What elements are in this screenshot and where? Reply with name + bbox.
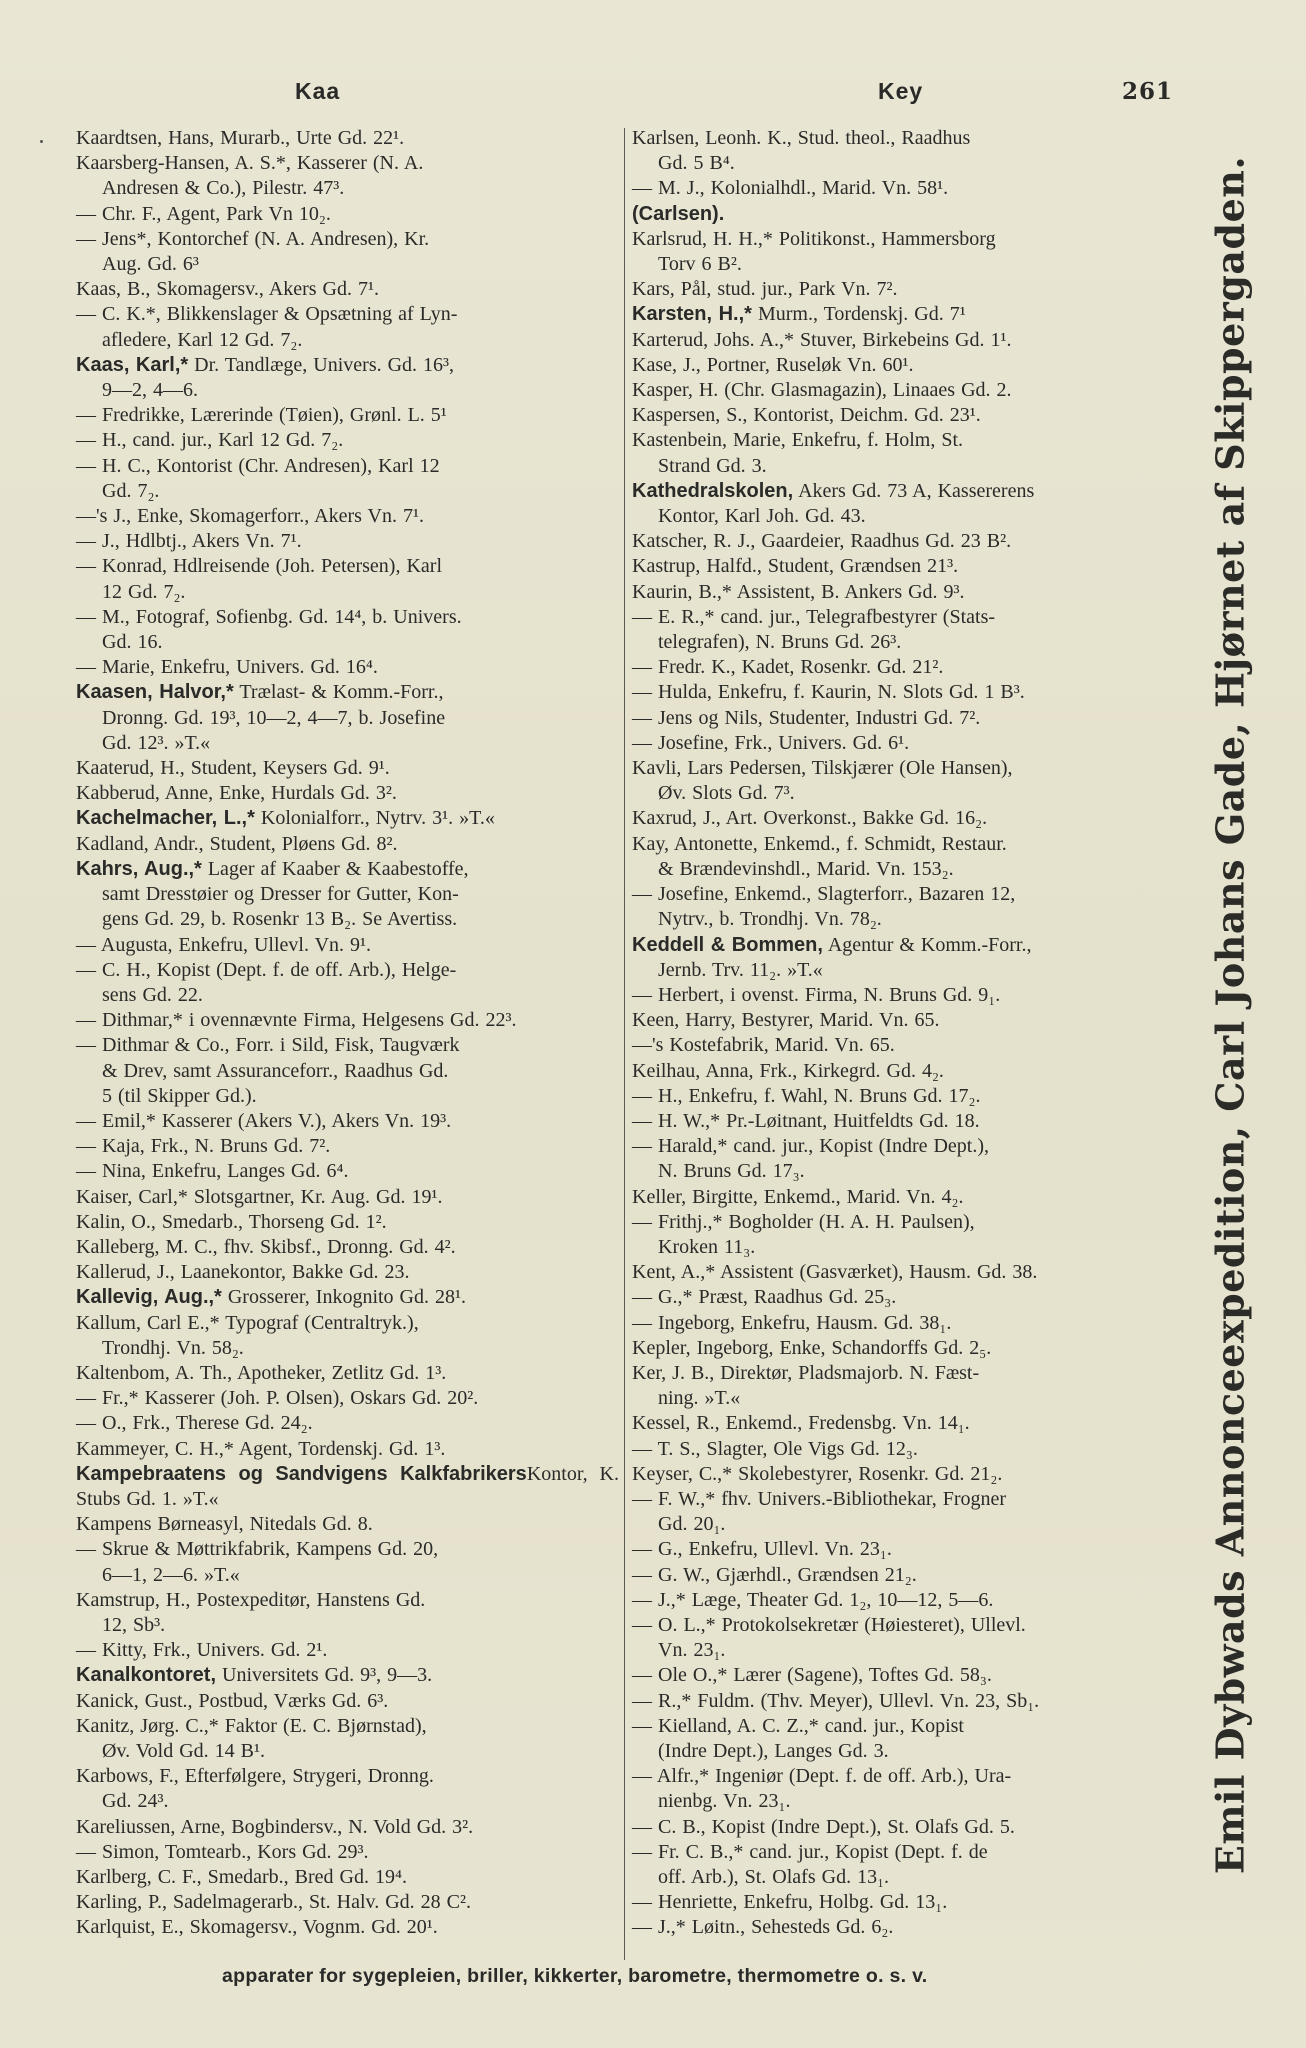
entry-text: — T. S., Slagter, Ole Vigs Gd. 12₃. [632, 1437, 918, 1460]
entry-text: — Dithmar,* i ovennævnte Firma, Helgesens Gd. 22³. [76, 1009, 517, 1032]
entry-text: — Kielland, A. C. Z.,* cand. jur., Kopist [632, 1714, 964, 1737]
directory-entry [632, 1361, 1180, 1411]
entry-continuation: Gd. 5 B⁴. [658, 152, 735, 175]
directory-entry [76, 1033, 619, 1109]
directory-entry [632, 227, 1180, 277]
entry-text: Kasper, H. (Chr. Glasmagazin), Linaaes Gd. 2. [632, 379, 1012, 402]
directory-entry [76, 1210, 619, 1235]
entry-name-bold: Kachelmacher, L.,* [76, 807, 255, 830]
entry-text: Trælast- & Komm.-Forr., [233, 681, 444, 704]
entry-name-bold: Kampebraatens og Sandvigens Kalkfabrikers [76, 1462, 527, 1485]
directory-entry [632, 731, 1180, 756]
directory-entry [632, 277, 1180, 302]
entry-text: — G.,* Præst, Raadhus Gd. 25₃. [632, 1286, 897, 1309]
print-speck [40, 140, 43, 143]
entry-continuation: Strand Gd. 3. [658, 454, 767, 477]
directory-entry [76, 1311, 619, 1361]
entry-text: Kaas, B., Skomagersv., Akers Gd. 7¹. [76, 278, 379, 301]
entry-continuation: afledere, Karl 12 Gd. 7₂. [102, 328, 303, 351]
directory-entry [76, 1462, 619, 1512]
entry-text: Universitets Gd. 9³, 9—3. [216, 1664, 433, 1687]
entry-continuation: Torv 6 B². [658, 253, 742, 276]
directory-entry [632, 202, 1180, 227]
directory-entry [632, 1210, 1180, 1260]
directory-entry [632, 806, 1180, 831]
entry-text: — R.,* Fuldm. (Thv. Meyer), Ullevl. Vn. 23, Sb₁. [632, 1689, 1040, 1712]
entry-continuation: Andresen & Co.), Pilestr. 47³. [102, 177, 345, 200]
entry-text: — Skrue & Møttrikfabrik, Kampens Gd. 20, [76, 1538, 439, 1561]
entry-text: — C. B., Kopist (Indre Dept.), St. Olafs Gd. 5. [632, 1815, 1015, 1838]
entry-text: Akers Gd. 73 A, Kassererens [793, 479, 1035, 502]
entry-continuation: & Drev, samt Assuranceforr., Raadhus Gd. [102, 1059, 449, 1082]
entry-continuation: Gd. 20₁. [658, 1513, 726, 1536]
entry-text: — Alfr.,* Ingeniør (Dept. f. de off. Arb.), Ura- [632, 1765, 1012, 1788]
entry-text: — H. W.,* Pr.-Løitnant, Huitfeldts Gd. 18. [632, 1109, 980, 1132]
entry-text: Kallerud, J., Laanekontor, Bakke Gd. 23. [76, 1261, 410, 1284]
entry-text: — F. W.,* fhv. Univers.-Bibliothekar, Frogner [632, 1487, 1007, 1510]
entry-continuation: N. Bruns Gd. 17₃. [658, 1160, 805, 1183]
entry-continuation: 6—1, 2—6. »T.« [102, 1563, 240, 1586]
entry-text: — Kitty, Frk., Univers. Gd. 2¹. [76, 1639, 328, 1662]
entry-text: Kontor, K. Stubs Gd. 1. »T.« [76, 1462, 619, 1510]
entry-text: — Jens*, Kontorchef (N. A. Andresen), Kr. [76, 227, 430, 250]
directory-entry [632, 1185, 1180, 1210]
directory-entry [76, 353, 619, 403]
entry-text: — G., Enkefru, Ullevl. Vn. 23₁. [632, 1538, 892, 1561]
directory-entry [632, 706, 1180, 731]
entry-text: Katscher, R. J., Gaardeier, Raadhus Gd. 23 B². [632, 530, 1012, 553]
directory-entry [76, 1411, 619, 1436]
entry-text: — Frithj.,* Bogholder (H. A. H. Paulsen), [632, 1210, 975, 1233]
entry-text: Kampens Børneasyl, Nitedals Gd. 8. [76, 1513, 373, 1536]
directory-entry [632, 655, 1180, 680]
entry-text: Lager af Kaaber & Kaabestoffe, [201, 857, 469, 880]
entry-text: Kay, Antonette, Enkemd., f. Schmidt, Restaur. [632, 832, 1007, 855]
directory-entry [632, 1411, 1180, 1436]
directory-entry [632, 680, 1180, 705]
directory-entry [76, 302, 619, 352]
entry-text: Kaardtsen, Hans, Murarb., Urte Gd. 22¹. [76, 127, 405, 149]
entry-name-bold: (Carlsen). [632, 202, 725, 225]
entry-text: — Simon, Tomtearb., Kors Gd. 29³. [76, 1840, 369, 1863]
entry-text: Kepler, Ingeborg, Enke, Schandorffs Gd. 2₅. [632, 1336, 992, 1359]
entry-continuation: off. Arb.), St. Olafs Gd. 13₁. [658, 1866, 890, 1889]
entry-name-bold: Kallevig, Aug.,* [76, 1286, 222, 1309]
entry-continuation: Trondhj. Vn. 58₂. [102, 1336, 244, 1359]
side-advertisement: Emil Dybwads Annonceexpedition, Carl Johans Gade, Hjørnet af Skippergaden. [1207, 155, 1253, 1875]
directory-entry [632, 428, 1180, 478]
entry-text: Kalin, O., Smedarb., Thorseng Gd. 1². [76, 1210, 387, 1233]
entry-text: — G. W., Gjærhdl., Grændsen 21₂. [632, 1563, 917, 1586]
entry-text: — Ole O.,* Lærer (Sagene), Toftes Gd. 58₃. [632, 1664, 992, 1687]
entry-text: — J.,* Læge, Theater Gd. 1₂, 10—12, 5—6. [632, 1588, 994, 1611]
directory-entry [76, 1865, 619, 1890]
entry-text: Kase, J., Portner, Ruseløk Vn. 60¹. [632, 353, 914, 376]
entry-name-bold: Karsten, H.,* [632, 303, 752, 326]
entry-text: Kaurin, B.,* Assistent, B. Ankers Gd. 9³. [632, 580, 965, 603]
directory-entry [632, 1689, 1180, 1714]
entry-continuation: 5 (til Skipper Gd.). [102, 1084, 257, 1107]
entry-continuation: 12 Gd. 7₂. [102, 580, 186, 603]
directory-entry [632, 1336, 1180, 1361]
entry-text: — Henriette, Enkefru, Holbg. Gd. 13₁. [632, 1891, 948, 1914]
directory-entry [76, 655, 619, 680]
entry-text: — H., Enkefru, f. Wahl, N. Bruns Gd. 17₂. [632, 1084, 981, 1107]
directory-entry [76, 1588, 619, 1638]
entry-text: Karlberg, C. F., Smedarb., Bred Gd. 19⁴. [76, 1866, 407, 1889]
entry-text: Dr. Tandlæge, Univers. Gd. 16³, [188, 353, 455, 376]
entry-text: Kammeyer, C. H.,* Agent, Tordenskj. Gd. 1³. [76, 1437, 446, 1460]
entry-text: Keyser, C.,* Skolebestyrer, Rosenkr. Gd. 21₂. [632, 1462, 1003, 1485]
running-head-center: Key [878, 78, 924, 104]
entry-text: — Hulda, Enkefru, f. Kaurin, N. Slots Gd. 1 B³. [632, 681, 1025, 704]
entry-text: — Konrad, Hdlreisende (Joh. Petersen), Karl [76, 555, 443, 578]
entry-text: — Nina, Enkefru, Langes Gd. 6⁴. [76, 1160, 349, 1183]
directory-entry [632, 756, 1180, 806]
directory-entry [632, 580, 1180, 605]
directory-entry [632, 403, 1180, 428]
directory-entry [76, 227, 619, 277]
entry-text: Keller, Birgitte, Enkemd., Marid. Vn. 4₂. [632, 1185, 964, 1208]
directory-entry [76, 1437, 619, 1462]
entry-text: Karlsrud, H. H.,* Politikonst., Hammersborg [632, 227, 996, 250]
directory-entry [76, 1915, 619, 1940]
directory-entry [632, 1462, 1180, 1487]
directory-entry [76, 806, 619, 831]
entry-text: Kolonialforr., Nytrv. 3¹. »T.« [254, 807, 495, 830]
directory-entry [632, 1537, 1180, 1562]
entry-continuation: Gd. 16. [102, 631, 163, 654]
entry-text: Kavli, Lars Pedersen, Tilskjærer (Ole Hansen), [632, 757, 1013, 780]
directory-entry [76, 1235, 619, 1260]
entry-name-bold: Keddell & Bommen, [632, 933, 823, 956]
directory-entry [76, 832, 619, 857]
entry-text: Kanitz, Jørg. C.,* Faktor (E. C. Bjørnstad), [76, 1714, 427, 1737]
directory-entry [632, 1059, 1180, 1084]
entry-continuation: Kontor, Karl Joh. Gd. 43. [658, 505, 866, 528]
directory-entry [632, 1663, 1180, 1688]
entry-text: Kent, A.,* Assistent (Gasværket), Hausm. Gd. 38. [632, 1261, 1038, 1284]
directory-entry [76, 1537, 619, 1587]
entry-text: Kastrup, Halfd., Student, Grændsen 21³. [632, 555, 959, 578]
entry-text: Karling, P., Sadelmagerarb., St. Halv. Gd. 28 C². [76, 1891, 471, 1914]
entry-text: Kaxrud, J., Art. Overkonst., Bakke Gd. 16₂. [632, 807, 988, 830]
entry-text: — Dithmar & Co., Forr. i Sild, Fisk, Taugværk [76, 1034, 460, 1057]
directory-entry [76, 1764, 619, 1814]
entry-text: Karbows, F., Efterfølgere, Strygeri, Dronng. [76, 1765, 434, 1788]
entry-text: Kalleberg, M. C., fhv. Skibsf., Dronng. Gd. 4². [76, 1235, 456, 1258]
directory-entry [632, 529, 1180, 554]
directory-entry [76, 958, 619, 1008]
directory-entry [632, 378, 1180, 403]
directory-entry [632, 882, 1180, 932]
entry-text: — Josefine, Enkemd., Slagterforr., Bazaren 12, [632, 883, 1016, 906]
directory-entry [76, 1689, 619, 1714]
entry-continuation: Øv. Slots Gd. 7³. [658, 782, 795, 805]
entry-text: Kareliussen, Arne, Bogbindersv., N. Vold Gd. 3². [76, 1815, 474, 1838]
directory-entry [76, 1815, 619, 1840]
entry-continuation: ning. »T.« [658, 1387, 741, 1410]
entry-text: — O., Frk., Therese Gd. 24₂. [76, 1412, 313, 1435]
entry-text: — Marie, Enkefru, Univers. Gd. 16⁴. [76, 656, 378, 679]
entry-text: Karlquist, E., Skomagersv., Vognm. Gd. 20¹. [76, 1916, 438, 1939]
directory-entry [76, 933, 619, 958]
entry-text: Kaspersen, S., Kontorist, Deichm. Gd. 23¹. [632, 404, 981, 427]
directory-entry [632, 126, 1180, 176]
directory-entry [76, 756, 619, 781]
entry-text: Agentur & Komm.-Forr., [822, 933, 1032, 956]
entry-text: — Jens og Nils, Studenter, Industri Gd. 7². [632, 706, 981, 729]
directory-entry [76, 1638, 619, 1663]
entry-text: — Josefine, Frk., Univers. Gd. 6¹. [632, 731, 910, 754]
entry-text: Murm., Tordenskj. Gd. 7¹ [751, 303, 966, 326]
directory-entry [76, 1285, 619, 1310]
entry-text: Kamstrup, H., Postexpeditør, Hanstens Gd. [76, 1588, 426, 1611]
entry-text: Kaiser, Carl,* Slotsgartner, Kr. Aug. Gd. 19¹. [76, 1185, 443, 1208]
entry-text: — Chr. F., Agent, Park Vn 10₂. [76, 202, 331, 225]
entry-text: — Fr.,* Kasserer (Joh. P. Olsen), Oskars Gd. 20². [76, 1387, 479, 1410]
directory-entry [76, 504, 619, 529]
entry-continuation: Vn. 23₁. [658, 1639, 726, 1662]
directory-entry [632, 1311, 1180, 1336]
entry-continuation: sens Gd. 22. [102, 983, 203, 1006]
directory-entry [76, 454, 619, 504]
directory-entry [76, 1890, 619, 1915]
entry-text: Kadland, Andr., Student, Pløens Gd. 8². [76, 832, 398, 855]
entry-text: —'s J., Enke, Skomagerforr., Akers Vn. 7¹. [76, 505, 424, 528]
directory-entry [76, 202, 619, 227]
directory-entry [76, 781, 619, 806]
entry-text: — Augusta, Enkefru, Ullevl. Vn. 9¹. [76, 933, 372, 956]
directory-entry [76, 1008, 619, 1033]
entry-continuation: nienbg. Vn. 23₁. [658, 1790, 791, 1813]
entry-text: — Ingeborg, Enkefru, Hausm. Gd. 38₁. [632, 1311, 952, 1334]
entry-name-bold: Kathedralskolen, [632, 479, 794, 502]
directory-entry [632, 176, 1180, 201]
entry-text: — M. J., Kolonialhdl., Marid. Vn. 58¹. [632, 177, 949, 200]
directory-entry [76, 1109, 619, 1134]
running-head-left: Kaa [295, 78, 341, 104]
entry-continuation: Aug. Gd. 6³ [102, 253, 199, 276]
entry-name-bold: Kaasen, Halvor,* [76, 681, 234, 704]
entry-continuation: (Indre Dept.), Langes Gd. 3. [658, 1740, 889, 1762]
directory-entry [76, 605, 619, 655]
entry-continuation: Gd. 24³. [102, 1790, 169, 1813]
directory-entry [632, 302, 1180, 327]
directory-entry [632, 1134, 1180, 1184]
directory-entry [632, 1588, 1180, 1613]
directory-entry [632, 1613, 1180, 1663]
entry-name-bold: Kanalkontoret, [76, 1664, 217, 1687]
entry-text: — H., cand. jur., Karl 12 Gd. 7₂. [76, 429, 344, 452]
entry-continuation: 12, Sb³. [102, 1613, 166, 1636]
entry-text: Kaarsberg-Hansen, A. S.*, Kasserer (N. A. [76, 152, 424, 175]
entry-continuation: Gd. 7₂. [102, 479, 160, 502]
directory-entry [632, 1815, 1180, 1840]
directory-entry [76, 403, 619, 428]
directory-entry [632, 1260, 1180, 1285]
directory-entry [632, 1285, 1180, 1310]
directory-entry [76, 126, 619, 151]
directory-entry [632, 554, 1180, 579]
directory-entry [76, 1663, 619, 1688]
entry-text: — Harald,* cand. jur., Kopist (Indre Dept.), [632, 1135, 990, 1158]
entry-text: Kars, Pål, stud. jur., Park Vn. 7². [632, 278, 898, 301]
entry-text: — J.,* Løitn., Sehesteds Gd. 6₂. [632, 1916, 894, 1939]
directory-entry [632, 605, 1180, 655]
entry-continuation: Kroken 11₃. [658, 1235, 756, 1258]
entry-text: Kastenbein, Marie, Enkefru, f. Holm, St. [632, 429, 964, 452]
entry-text: Karlsen, Leonh. K., Stud. theol., Raadhus [632, 127, 971, 149]
entry-text: — H. C., Kontorist (Chr. Andresen), Karl 12 [76, 454, 440, 477]
directory-entry [76, 1159, 619, 1184]
directory-entry [632, 983, 1180, 1008]
entry-continuation: telegrafen), N. Bruns Gd. 26³. [658, 631, 902, 654]
entry-text: — M., Fotograf, Sofienbg. Gd. 14⁴, b. Univers. [76, 605, 462, 628]
entry-text: Kallum, Carl E.,* Typograf (Centraltryk.), [76, 1311, 419, 1334]
directory-entry [632, 1437, 1180, 1462]
entry-text: — Fredrikke, Lærerinde (Tøien), Grønl. L. 5¹ [76, 404, 447, 427]
entry-name-bold: Kaas, Karl,* [76, 353, 189, 376]
directory-entry [632, 1915, 1180, 1940]
entry-text: —'s Kostefabrik, Marid. Vn. 65. [632, 1034, 895, 1057]
directory-entry [76, 428, 619, 453]
entry-text: — J., Hdlbtj., Akers Vn. 7¹. [76, 530, 302, 553]
directory-entry [632, 1714, 1180, 1764]
directory-entry [632, 1563, 1180, 1588]
directory-entry [632, 328, 1180, 353]
entry-continuation: Jernb. Trv. 11₂. »T.« [658, 958, 823, 981]
left-column [76, 126, 619, 1941]
directory-entry [632, 933, 1180, 983]
directory-entry [76, 1512, 619, 1537]
entry-text: Kessel, R., Enkemd., Fredensbg. Vn. 14₁. [632, 1412, 970, 1435]
directory-entry [76, 151, 619, 201]
directory-entry [76, 1714, 619, 1764]
entry-text: — Fredr. K., Kadet, Rosenkr. Gd. 21². [632, 656, 944, 679]
entry-continuation: Gd. 12³. »T.« [102, 731, 211, 754]
directory-entry [632, 1764, 1180, 1814]
directory-entry [632, 1008, 1180, 1033]
directory-entry [76, 680, 619, 756]
entry-text: Keen, Harry, Bestyrer, Marid. Vn. 65. [632, 1009, 940, 1032]
directory-entry [76, 1386, 619, 1411]
entry-text: Kaltenbom, A. Th., Apotheker, Zetlitz Gd. 1³. [76, 1361, 447, 1384]
directory-entry [76, 554, 619, 604]
entry-text: — Emil,* Kasserer (Akers V.), Akers Vn. 19³. [76, 1109, 452, 1132]
entry-text: Grosserer, Inkognito Gd. 28¹. [221, 1286, 466, 1309]
directory-entry [632, 832, 1180, 882]
entry-text: — O. L.,* Protokolsekretær (Høiesteret), Ullevl. [632, 1613, 1026, 1636]
directory-entry [76, 857, 619, 933]
column-divider [624, 128, 625, 1960]
entry-continuation: samt Dresstøier og Dresser for Gutter, Kon- [102, 883, 459, 906]
footer-advertisement: apparater for sygepleien, briller, kikkerter, barometre, thermometre o. s. v. [222, 1965, 928, 1987]
directory-entry [76, 1134, 619, 1159]
directory-entry [632, 1487, 1180, 1537]
entry-continuation: Nytrv., b. Trondhj. Vn. 78₂. [658, 908, 882, 931]
entry-text: Keilhau, Anna, Frk., Kirkegrd. Gd. 4₂. [632, 1059, 944, 1082]
entry-text: — Herbert, i ovenst. Firma, N. Bruns Gd. 9₁. [632, 983, 1001, 1006]
directory-entry [76, 1260, 619, 1285]
entry-text: — C. H., Kopist (Dept. f. de off. Arb.), Helge- [76, 958, 457, 981]
directory-entry [76, 1185, 619, 1210]
directory-entry [632, 1890, 1180, 1915]
directory-entry [76, 1361, 619, 1386]
entry-continuation: Øv. Vold Gd. 14 B¹. [102, 1740, 265, 1762]
directory-entry [632, 1084, 1180, 1109]
entry-text: — C. K.*, Blikkenslager & Opsætning af Lyn- [76, 303, 458, 326]
directory-entry [76, 529, 619, 554]
directory-entry [632, 1109, 1180, 1134]
entry-text: Kabberud, Anne, Enke, Hurdals Gd. 3². [76, 782, 397, 805]
entry-text: Ker, J. B., Direktør, Pladsmajorb. N. Fæst- [632, 1361, 980, 1384]
entry-text: Karterud, Johs. A.,* Stuver, Birkebeins Gd. 1¹. [632, 328, 1012, 351]
entry-continuation: Dronng. Gd. 19³, 10—2, 4—7, b. Josefine [102, 706, 446, 729]
entry-name-bold: Kahrs, Aug.,* [76, 857, 202, 880]
directory-entry [632, 353, 1180, 378]
directory-entry [632, 479, 1180, 529]
right-column [632, 126, 1180, 1941]
entry-continuation: & Brændevinshdl., Marid. Vn. 153₂. [658, 857, 954, 880]
directory-entry [632, 1840, 1180, 1890]
entry-continuation: gens Gd. 29, b. Rosenkr 13 B₂. Se Avertiss. [102, 908, 458, 931]
page-number: 261 [1122, 78, 1174, 105]
entry-text: — E. R.,* cand. jur., Telegrafbestyrer (Stats- [632, 605, 996, 628]
directory-entry [632, 1033, 1180, 1058]
directory-entry [76, 1840, 619, 1865]
entry-text: — Kaja, Frk., N. Bruns Gd. 7². [76, 1135, 331, 1158]
entry-text: Kaaterud, H., Student, Keysers Gd. 9¹. [76, 757, 390, 780]
entry-continuation: 9—2, 4—6. [102, 379, 198, 402]
entry-text: — Fr. C. B.,* cand. jur., Kopist (Dept. f. de [632, 1840, 988, 1863]
directory-entry [76, 277, 619, 302]
entry-text: Kanick, Gust., Postbud, Værks Gd. 6³. [76, 1689, 389, 1712]
